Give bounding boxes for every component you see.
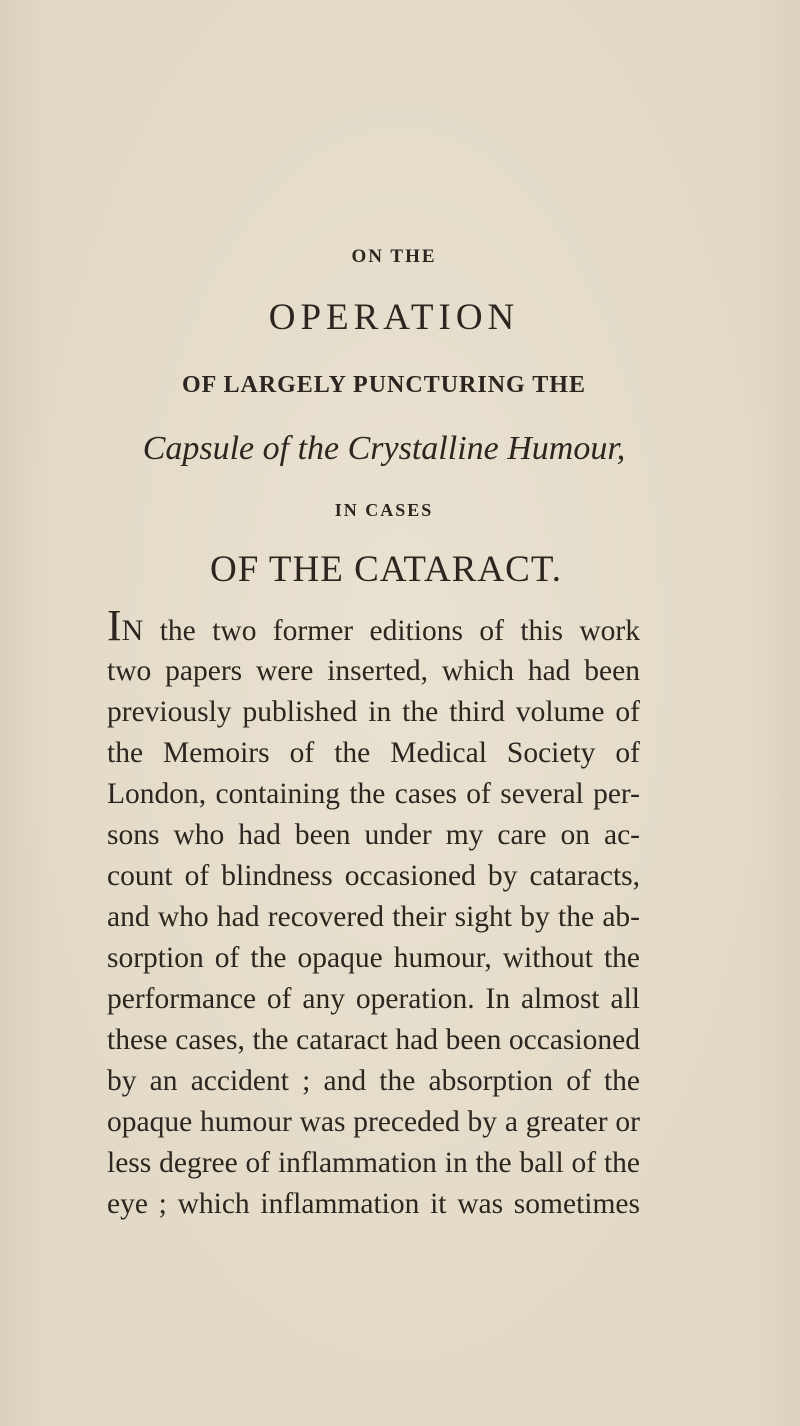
body-line-11: these cases, the cataract had been occasioned: [107, 1024, 640, 1056]
chapter-subtitle-1: OF LARGELY PUNCTURING THE: [182, 372, 586, 398]
body-line-7: count of blindness occasioned by cataracts,: [107, 860, 640, 892]
body-line-13: opaque humour was preceded by a greater or: [107, 1106, 640, 1138]
chapter-subtitle-3: IN CASES: [334, 500, 434, 520]
body-line-8: and who had recovered their sight by the ab-: [107, 901, 640, 933]
body-line-15: eye ; which inflammation it was sometimes: [107, 1188, 640, 1220]
body-line-4: the Memoirs of the Medical Society of: [107, 737, 640, 769]
body-line-6: sons who had been under my care on ac-: [107, 819, 640, 851]
chapter-subtitle-4: OF THE CATARACT.: [210, 549, 562, 590]
body-line-3: previously published in the third volume of: [107, 696, 640, 728]
drop-cap-rest: N: [121, 614, 144, 647]
body-line-14: less degree of inflammation in the ball of the: [107, 1147, 640, 1179]
body-line-1: [107, 601, 640, 651]
body-line-9: sorption of the opaque humour, without the: [107, 942, 640, 974]
body-line-2: two papers were inserted, which had been: [107, 655, 640, 687]
chapter-subtitle-2: Capsule of the Crystalline Humour,: [142, 430, 626, 467]
drop-cap: I: [107, 601, 122, 650]
body-paragraph: [107, 601, 640, 1225]
body-line-1-text: the two former editions of this work: [143, 615, 640, 647]
body-line-10: performance of any operation. In almost all: [107, 983, 640, 1015]
pre-title: ON THE: [351, 246, 437, 267]
body-line-5: London, containing the cases of several per-: [107, 778, 640, 810]
body-line-12: by an accident ; and the absorption of the: [107, 1065, 640, 1097]
chapter-title: OPERATION: [268, 297, 520, 338]
